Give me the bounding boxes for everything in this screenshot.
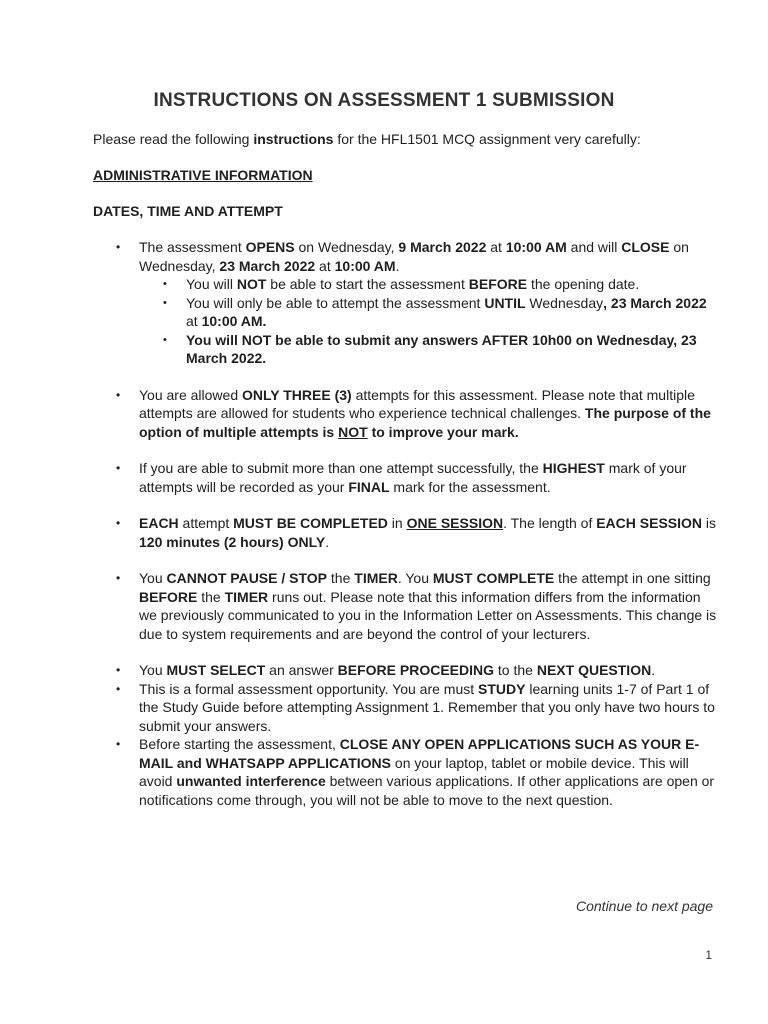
text-bold: , 23 March 2022 <box>603 294 707 311</box>
page-number: 1 <box>705 948 712 962</box>
text: . You <box>397 570 433 586</box>
list-item-close-apps <box>93 735 718 809</box>
text: You will only be able to attempt the assessment <box>186 294 485 311</box>
text: and will <box>566 239 622 255</box>
bullet-icon: • <box>116 240 121 254</box>
text: at <box>186 313 202 329</box>
text-underlined: ONE SESSION <box>406 515 504 531</box>
page-title: INSTRUCTIONS ON ASSESSMENT 1 SUBMISSION <box>153 90 615 111</box>
text: on your laptop, tablet or mobile device. This will avoid <box>139 754 689 789</box>
text: to the <box>494 662 537 678</box>
bullet-icon: • <box>163 278 167 290</box>
text: on Wednesday, <box>139 239 689 274</box>
text-bold: 23 March 2022 <box>219 257 316 274</box>
bullet-icon: • <box>116 461 121 475</box>
text: . <box>325 533 330 550</box>
text: between various applications. If other applications are open or notifications come through, you will not be able to move to the next question. <box>139 773 715 808</box>
sub-item-deadline <box>139 331 718 368</box>
text-bold: HIGHEST <box>542 460 605 476</box>
text-bold: 120 minutes (2 hours) ONLY <box>139 533 326 550</box>
heading-administrative: ADMINISTRATIVE INFORMATION <box>93 167 313 183</box>
text-bold: UNTIL <box>484 294 526 311</box>
bullet-icon: • <box>116 681 121 696</box>
text-bold: NOT <box>236 276 267 292</box>
text: the <box>327 570 355 586</box>
text-bold: BEFORE PROCEEDING <box>337 662 495 678</box>
text: the <box>197 588 225 605</box>
text-bold: TIMER <box>354 570 398 586</box>
text-bold: CLOSE ANY OPEN APPLICATIONS SUCH AS YOUR E-MAIL and WHATSAPP APPLICATIONS <box>139 736 700 771</box>
sub-item-until <box>139 294 718 331</box>
text: You will <box>186 276 237 292</box>
bullet-icon: • <box>116 516 121 530</box>
text: You are allowed <box>139 386 243 403</box>
text-bold: BEFORE <box>468 276 528 292</box>
text: at <box>486 239 506 255</box>
bullet-icon: • <box>116 663 121 677</box>
text-bold: 10:00 AM. <box>201 313 267 329</box>
text-bold: 9 March 2022 <box>398 239 487 255</box>
text-bold: 10:00 AM <box>505 239 567 255</box>
intro-text: Please read the following <box>93 131 254 147</box>
text-bold: EACH <box>139 515 179 531</box>
text-bold: MUST COMPLETE <box>432 570 555 586</box>
bullet-icon: • <box>116 387 121 402</box>
text: an answer <box>265 662 338 678</box>
text-bold: BEFORE <box>139 588 198 605</box>
list-item-attempts <box>93 386 718 442</box>
text-bold: FINAL <box>348 478 390 495</box>
text-bold: CANNOT PAUSE / STOP <box>166 570 328 586</box>
text-bold: ONLY THREE (3) <box>242 386 352 403</box>
heading-dates: DATES, TIME AND ATTEMPT <box>93 203 283 219</box>
text: in <box>387 515 407 531</box>
sub-item-start <box>139 275 718 294</box>
text: You <box>139 662 167 678</box>
text-bold: The purpose of the option of multiple attempts is <box>139 405 711 440</box>
bullet-icon: • <box>116 571 121 585</box>
text: attempt <box>178 515 234 531</box>
text: . The length of <box>503 515 597 531</box>
list-item-select-answer <box>93 661 718 680</box>
bullet-icon: • <box>116 737 121 751</box>
text-bold: MUST BE COMPLETED <box>233 515 388 531</box>
text: . <box>651 662 656 678</box>
bullet-icon: • <box>163 296 167 309</box>
text: at <box>315 257 335 274</box>
intro-emphasis: instructions <box>253 131 334 147</box>
text: attempts for this assessment. Please note that multiple attempts are allowed for students who experience technical challenges. <box>139 386 695 421</box>
list-item-session <box>93 514 718 551</box>
intro-paragraph <box>93 131 641 147</box>
text-bold: You will NOT be able to submit any answers AFTER 10h00 on Wednesday, 23 March 2022. <box>186 331 697 366</box>
list-item-highest-mark <box>93 459 718 496</box>
text: the attempt in one sitting <box>554 570 711 586</box>
text: The assessment <box>139 239 246 255</box>
instruction-list <box>93 238 718 809</box>
text-bold: OPENS <box>245 239 295 255</box>
intro-text: for the HFL1501 MCQ assignment very carefully: <box>333 131 641 147</box>
text-bold: NEXT QUESTION <box>536 662 652 678</box>
text-underlined: NOT <box>338 423 368 440</box>
list-item-dates <box>93 238 718 368</box>
text: be able to start the assessment <box>266 276 469 292</box>
text: mark of your attempts will be recorded as your <box>139 460 687 495</box>
text-bold: unwanted interference <box>176 773 326 789</box>
text: . <box>395 257 400 274</box>
list-item-timer <box>93 569 718 643</box>
text: This is a formal assessment opportunity. You are must <box>139 680 479 697</box>
list-item-study <box>93 680 718 736</box>
text-bold: TIMER <box>224 588 269 605</box>
text: the opening date. <box>527 276 640 292</box>
text: You <box>139 570 167 586</box>
text: mark for the assessment. <box>389 478 551 495</box>
text-bold: EACH SESSION <box>596 515 703 531</box>
text: If you are able to submit more than one attempt successfully, the <box>139 460 543 476</box>
text-bold: STUDY <box>478 680 526 697</box>
text: on Wednesday, <box>294 239 399 255</box>
continue-note: Continue to next page <box>576 898 713 914</box>
text: is <box>702 515 717 531</box>
text-bold: MUST SELECT <box>166 662 266 678</box>
text: Wednesday <box>525 294 604 311</box>
text: runs out. Please note that this information differs from the information we previously communicated to you in the Information Letter on Assessments. This change is due to system requirements and are beyond the control of your lecturers. <box>139 588 717 642</box>
text: Before starting the assessment, <box>139 736 340 752</box>
text-bold: to improve your mark. <box>367 423 519 440</box>
text-bold: CLOSE <box>621 239 670 255</box>
bullet-icon: • <box>163 333 167 346</box>
text: learning units 1-7 of Part 1 of the Study Guide before attempting Assignment 1. Remember that you only have two hours to submit your answers. <box>139 680 715 734</box>
text-bold: 10:00 AM <box>334 257 396 274</box>
